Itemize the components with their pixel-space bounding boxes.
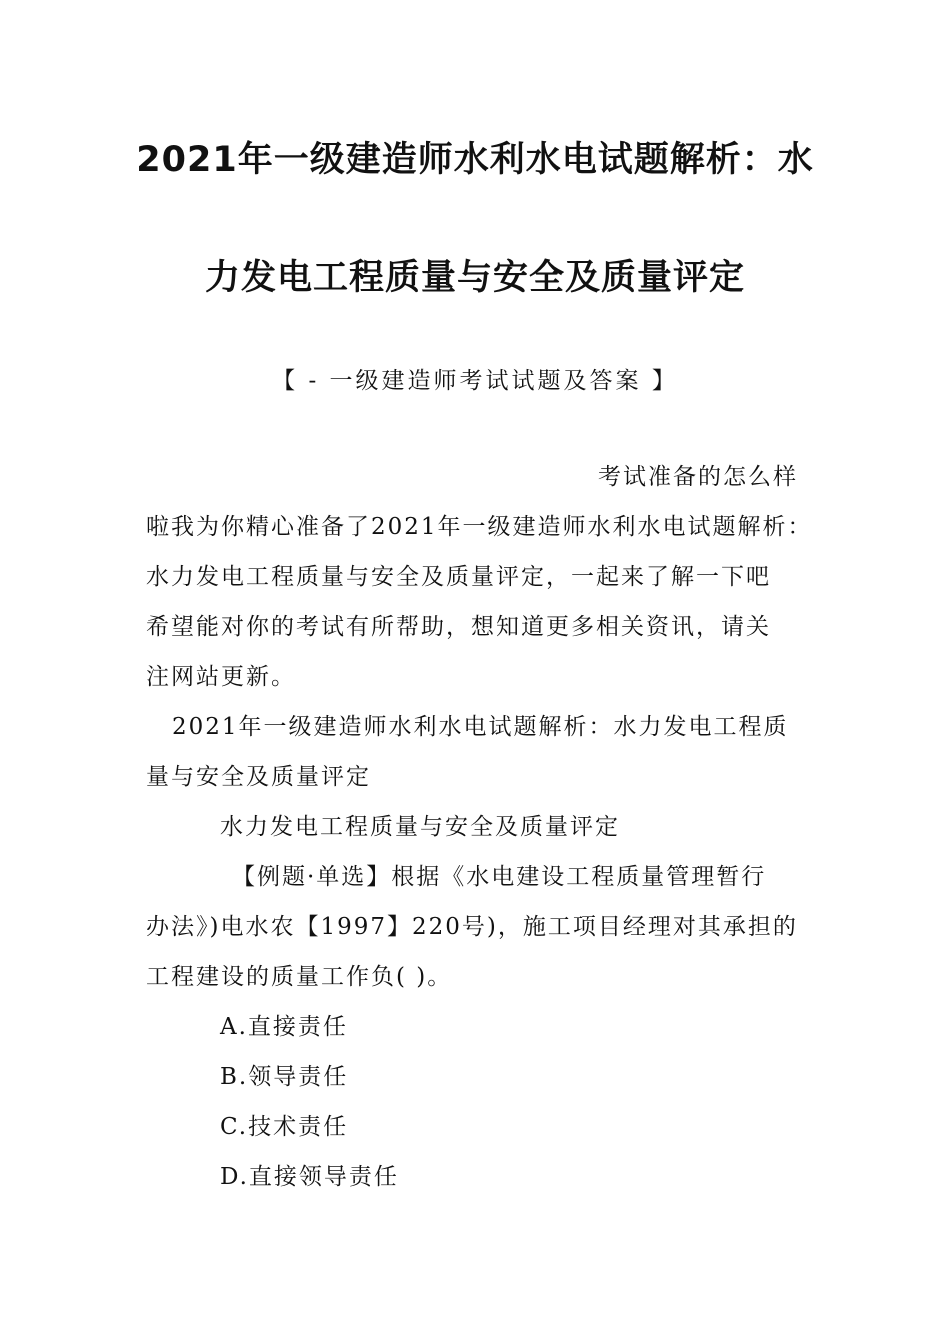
intro-line-2: 啦我为你精心准备了2021年一级建造师水利水电试题解析： [146, 514, 813, 540]
question-line-2: 办法》)电水农【1997】220号)，施工项目经理对其承担的 [146, 914, 798, 940]
option-d: D.直接领导责任 [220, 1164, 399, 1190]
document-title-line-2: 力发电工程质量与安全及质量评定 [204, 258, 745, 298]
intro-line-1: 考试准备的怎么样 [598, 464, 798, 490]
option-a: A.直接责任 [220, 1014, 348, 1040]
heading-line-2: 量与安全及质量评定 [146, 764, 371, 790]
intro-line-4: 希望能对你的考试有所帮助，想知道更多相关资讯，请关 [146, 614, 771, 640]
heading-line-1: 2021年一级建造师水利水电试题解析：水力发电工程质 [172, 714, 789, 740]
intro-line-3: 水力发电工程质量与安全及质量评定，一起来了解一下吧 [146, 564, 771, 590]
question-line-3: 工程建设的质量工作负( )。 [146, 964, 453, 990]
intro-line-5: 注网站更新。 [146, 664, 296, 690]
section-subheading: 水力发电工程质量与安全及质量评定 [220, 814, 620, 840]
option-b: B.领导责任 [220, 1064, 349, 1090]
question-line-1: 【例题·单选】根据《水电建设工程质量管理暂行 [232, 864, 767, 890]
document-subtitle: 【 - 一级建造师考试试题及答案 】 [272, 368, 678, 394]
document-title-line-1: 2021年一级建造师水利水电试题解析：水 [136, 140, 814, 180]
option-c: C.技术责任 [220, 1114, 349, 1140]
